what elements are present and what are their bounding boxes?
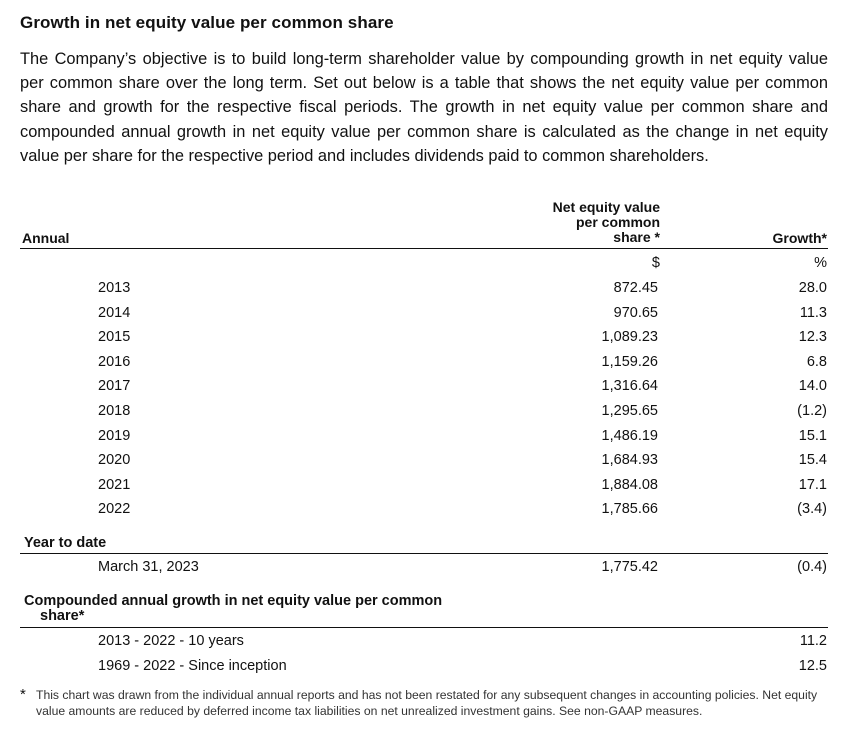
cagr-rule bbox=[20, 627, 828, 628]
row-nev: 872.45 bbox=[613, 280, 658, 296]
row-growth: 17.1 bbox=[798, 476, 827, 493]
row-year: 2018 bbox=[98, 402, 131, 419]
column-header-nev-line1: Net equity value bbox=[552, 199, 660, 215]
row-growth: (1.2) bbox=[797, 402, 827, 419]
row-nev: 1,316.64 bbox=[601, 378, 658, 395]
table-row bbox=[0, 424, 853, 449]
table-row bbox=[0, 301, 853, 326]
row-year: 2017 bbox=[98, 378, 131, 395]
cagr-title bbox=[24, 594, 442, 624]
cagr-growth: 12.5 bbox=[798, 658, 827, 674]
row-nev: 1,486.19 bbox=[601, 427, 658, 444]
cagr-row bbox=[0, 654, 853, 678]
unit-percent: % bbox=[814, 255, 827, 271]
section-heading: Growth in net equity value per common share bbox=[20, 13, 394, 32]
row-year: 2021 bbox=[98, 476, 131, 493]
cagr-label: 2013 - 2022 - 10 years bbox=[98, 633, 244, 649]
cagr-title-line1: Compounded annual growth in net equity value per common bbox=[24, 593, 443, 609]
table-row bbox=[0, 276, 853, 301]
row-nev: 970.65 bbox=[613, 304, 658, 321]
row-year: 2013 bbox=[98, 280, 131, 296]
ytd-nev: 1,775.42 bbox=[601, 559, 658, 575]
table-row bbox=[0, 399, 853, 424]
cagr-growth: 11.2 bbox=[799, 633, 827, 649]
row-growth: 15.4 bbox=[798, 452, 827, 469]
row-year: 2019 bbox=[98, 427, 131, 444]
ytd-title: Year to date bbox=[24, 535, 107, 551]
annual-rows bbox=[0, 276, 853, 522]
table-row bbox=[0, 325, 853, 350]
footnote-marker: * bbox=[20, 686, 26, 703]
row-growth: 6.8 bbox=[806, 353, 827, 370]
row-nev: 1,884.08 bbox=[601, 476, 658, 493]
column-header-nev-line2: per common bbox=[575, 214, 660, 230]
ytd-label: March 31, 2023 bbox=[98, 559, 199, 575]
column-header-nev-line3: share * bbox=[613, 229, 660, 245]
row-growth: 28.0 bbox=[798, 280, 827, 296]
footnote bbox=[20, 688, 830, 719]
footnote-text: This chart was drawn from the individual annual reports and has not been restated for any subsequent changes in accounting policies. Net equity value amounts are reduced by deferred income tax liabilities on net unrealized investment gains. See non-GAAP measures. bbox=[36, 688, 818, 718]
table-row bbox=[0, 374, 853, 399]
row-year: 2014 bbox=[98, 304, 131, 321]
row-growth: (3.4) bbox=[797, 501, 827, 518]
ytd-rule bbox=[20, 553, 828, 554]
row-growth: 14.0 bbox=[798, 378, 827, 395]
ytd-row bbox=[0, 555, 853, 579]
column-header-net-equity-value bbox=[510, 200, 660, 245]
cagr-label: 1969 - 2022 - Since inception bbox=[98, 658, 287, 674]
row-nev: 1,785.66 bbox=[601, 501, 658, 518]
row-year: 2016 bbox=[98, 353, 131, 370]
column-header-annual: Annual bbox=[22, 230, 70, 246]
row-year: 2015 bbox=[98, 329, 131, 346]
ytd-growth: (0.4) bbox=[797, 559, 827, 575]
column-header-growth: Growth* bbox=[772, 230, 827, 246]
intro-paragraph: The Company’s objective is to build long-term shareholder value by compounding growth in net equity value per common share over the long term. Set out below is a table that shows the net equity value per common share and growth for the respective fiscal periods. The growth in net equity value per common share and compounded annual growth in net equity value per common share is calculated as the change in net equity value per share for the respective period and includes dividends paid to common shareholders. bbox=[20, 50, 828, 165]
cagr-row bbox=[0, 629, 853, 653]
row-year: 2022 bbox=[98, 501, 131, 518]
table-row bbox=[0, 473, 853, 498]
header-rule bbox=[20, 248, 828, 249]
row-growth: 15.1 bbox=[798, 427, 827, 444]
cagr-title-line2: share* bbox=[40, 608, 85, 624]
table-row bbox=[0, 448, 853, 473]
row-nev: 1,089.23 bbox=[601, 329, 658, 346]
row-nev: 1,295.65 bbox=[601, 402, 658, 419]
row-nev: 1,684.93 bbox=[601, 452, 658, 469]
table-row bbox=[0, 350, 853, 375]
row-year: 2020 bbox=[98, 452, 131, 469]
row-growth: 12.3 bbox=[798, 329, 827, 346]
table-row bbox=[0, 497, 853, 522]
row-nev: 1,159.26 bbox=[601, 353, 658, 370]
unit-dollar: $ bbox=[651, 255, 660, 271]
row-growth: 11.3 bbox=[799, 304, 827, 321]
